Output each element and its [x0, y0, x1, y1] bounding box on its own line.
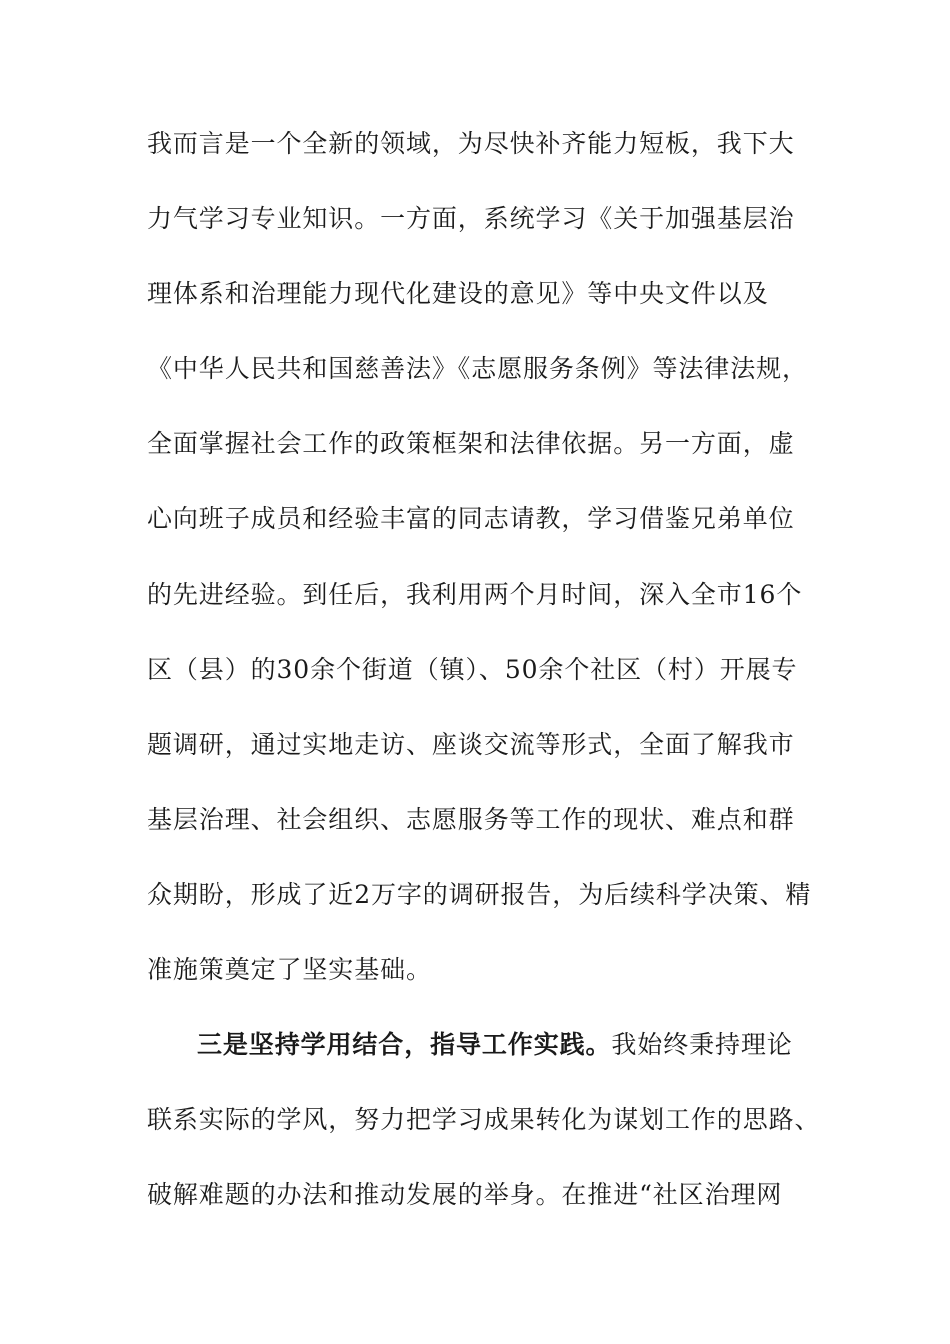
body-text: [147, 119, 821, 1245]
text-line: 联系实际的学风，努力把学习成果转化为谋划工作的思路、: [147, 1105, 821, 1135]
text-line: 我而言是一个全新的领域，为尽快补齐能力短板，我下大: [147, 129, 795, 158]
text-line: 的先进经验。到任后，我利用两个月时间，深入全市16个: [147, 579, 803, 609]
section-text: 我始终秉持理论: [611, 1030, 793, 1060]
text-line: 准施策奠定了坚实基础。: [147, 955, 432, 985]
text-line: 心向班子成员和经验丰富的同志请教，学习借鉴兄弟单位: [147, 504, 795, 534]
section-heading-line: [147, 1020, 817, 1095]
section-heading: 三是坚持学用结合，指导工作实践。: [197, 1030, 612, 1060]
text-line: 力气学习专业知识。一方面，系统学习《关于加强基层治: [147, 204, 795, 234]
text-line: 基层治理、社会组织、志愿服务等工作的现状、难点和群: [147, 804, 795, 834]
text-line: 众期盼，形成了近2万字的调研报告，为后续科学决策、精: [147, 879, 812, 909]
text-line: 破解难题的办法和推动发展的举身。在推进“社区治理网: [147, 1180, 783, 1210]
text-line: 题调研，通过实地走访、座谈交流等形式，全面了解我市: [147, 729, 795, 759]
text-line: 理体系和治理能力现代化建设的意见》等中央文件以及: [147, 279, 769, 309]
text-line: 《中华人民共和国慈善法》《志愿服务条例》等法律法规，: [147, 354, 808, 384]
text-line: 区（县）的30余个街道（镇）、50余个社区（村）开展专: [147, 654, 798, 684]
text-line: 全面掌握社会工作的政策框架和法律依据。另一方面，虚: [147, 429, 795, 459]
